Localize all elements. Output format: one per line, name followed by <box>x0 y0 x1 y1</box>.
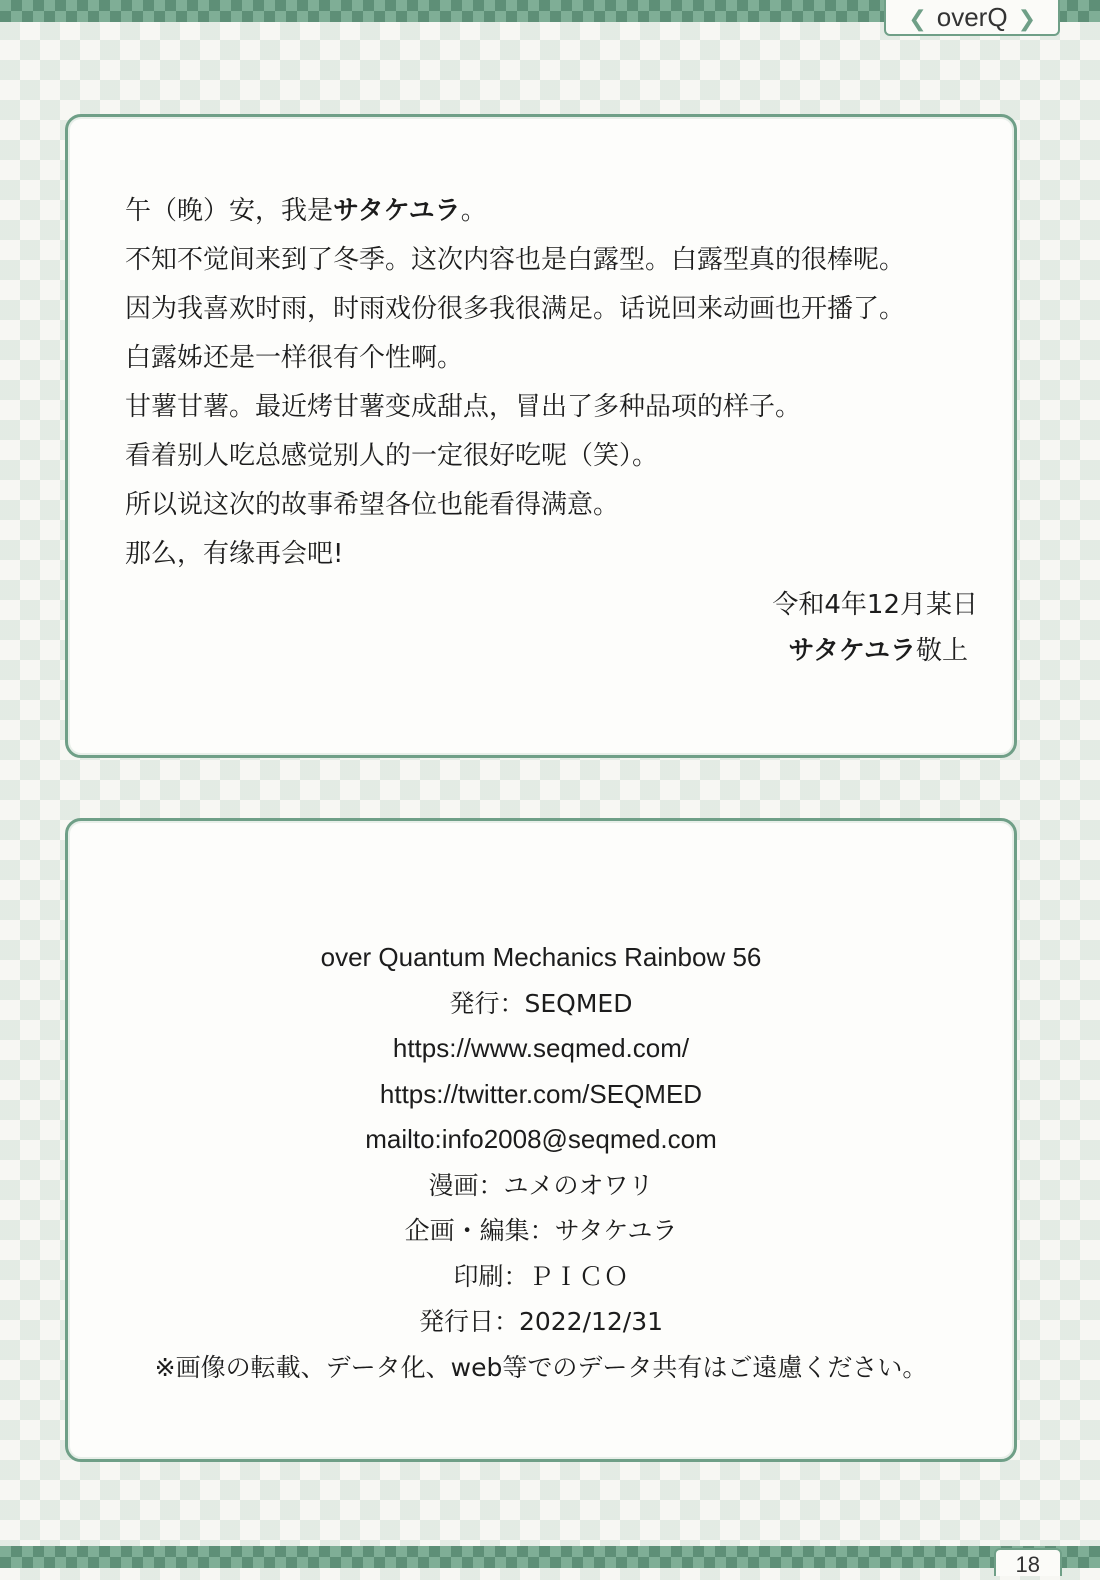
afterword-line-text: 午（晚）安，我是 <box>125 196 334 226</box>
colophon-title: over Quantum Mechanics Rainbow 56 <box>320 942 762 972</box>
afterword-line: 那么，有缘再会吧! <box>125 539 344 569</box>
afterword-line: 所以说这次的故事希望各位也能看得满意。 <box>125 490 620 520</box>
bottom-checker-band <box>0 1546 1100 1568</box>
colophon-twitter: https://twitter.com/SEQMED <box>379 1078 703 1109</box>
afterword-card <box>65 114 1017 758</box>
author-name-inline: サタケユラ <box>333 196 461 226</box>
afterword-line: 不知不觉间来到了冬季。这次内容也是白露型。白露型真的很棒呢。 <box>125 245 906 275</box>
series-tab-label: overQ <box>936 2 1008 32</box>
chevron-left-icon: ❮ <box>908 6 927 31</box>
chevron-right-icon: ❯ <box>1017 6 1036 31</box>
afterword-line: 因为我喜欢时雨，时雨戏份很多我很满足。话说回来动画也开播了。 <box>125 294 906 324</box>
colophon-card <box>65 818 1017 1462</box>
colophon-planning-editing: 企画・編集：サタケユラ <box>404 1216 678 1245</box>
signature-date: 令和4年12月某日 <box>772 590 978 620</box>
colophon-publish-date: 発行日：2022/12/31 <box>418 1307 664 1336</box>
colophon-printing: 印刷：ＰＩＣＯ <box>453 1261 629 1291</box>
signature-author-name: サタケユラ <box>788 636 916 666</box>
page-number-tab <box>994 1548 1062 1576</box>
afterword-line: 白露姊还是一样很有个性啊。 <box>125 343 464 373</box>
page-number: 18 <box>1015 1552 1040 1577</box>
signature-author-suffix: 敬上 <box>915 636 968 666</box>
afterword-line-end: 。 <box>460 196 487 226</box>
afterword-line: 甘薯甘薯。最近烤甘薯变成甜点，冒出了多种品项的样子。 <box>125 392 802 422</box>
afterword-line <box>125 187 985 236</box>
colophon-publisher: 発行：SEQMED <box>449 988 633 1018</box>
colophon-email: mailto:info2008@seqmed.com <box>365 1124 717 1154</box>
colophon-text <box>68 935 1014 1390</box>
colophon-website: https://www.seqmed.com/ <box>392 1033 690 1063</box>
afterword-text <box>125 187 985 579</box>
signature-author <box>788 631 968 671</box>
colophon-notice: ※画像の転載、データ化、web等でのデータ共有はご遠慮ください。 <box>154 1352 928 1382</box>
colophon-manga: 漫画：ユメのオワリ <box>428 1170 654 1200</box>
afterword-line: 看着别人吃总感觉别人的一定很好吃呢（笑）。 <box>125 441 659 471</box>
series-tab <box>884 0 1060 36</box>
